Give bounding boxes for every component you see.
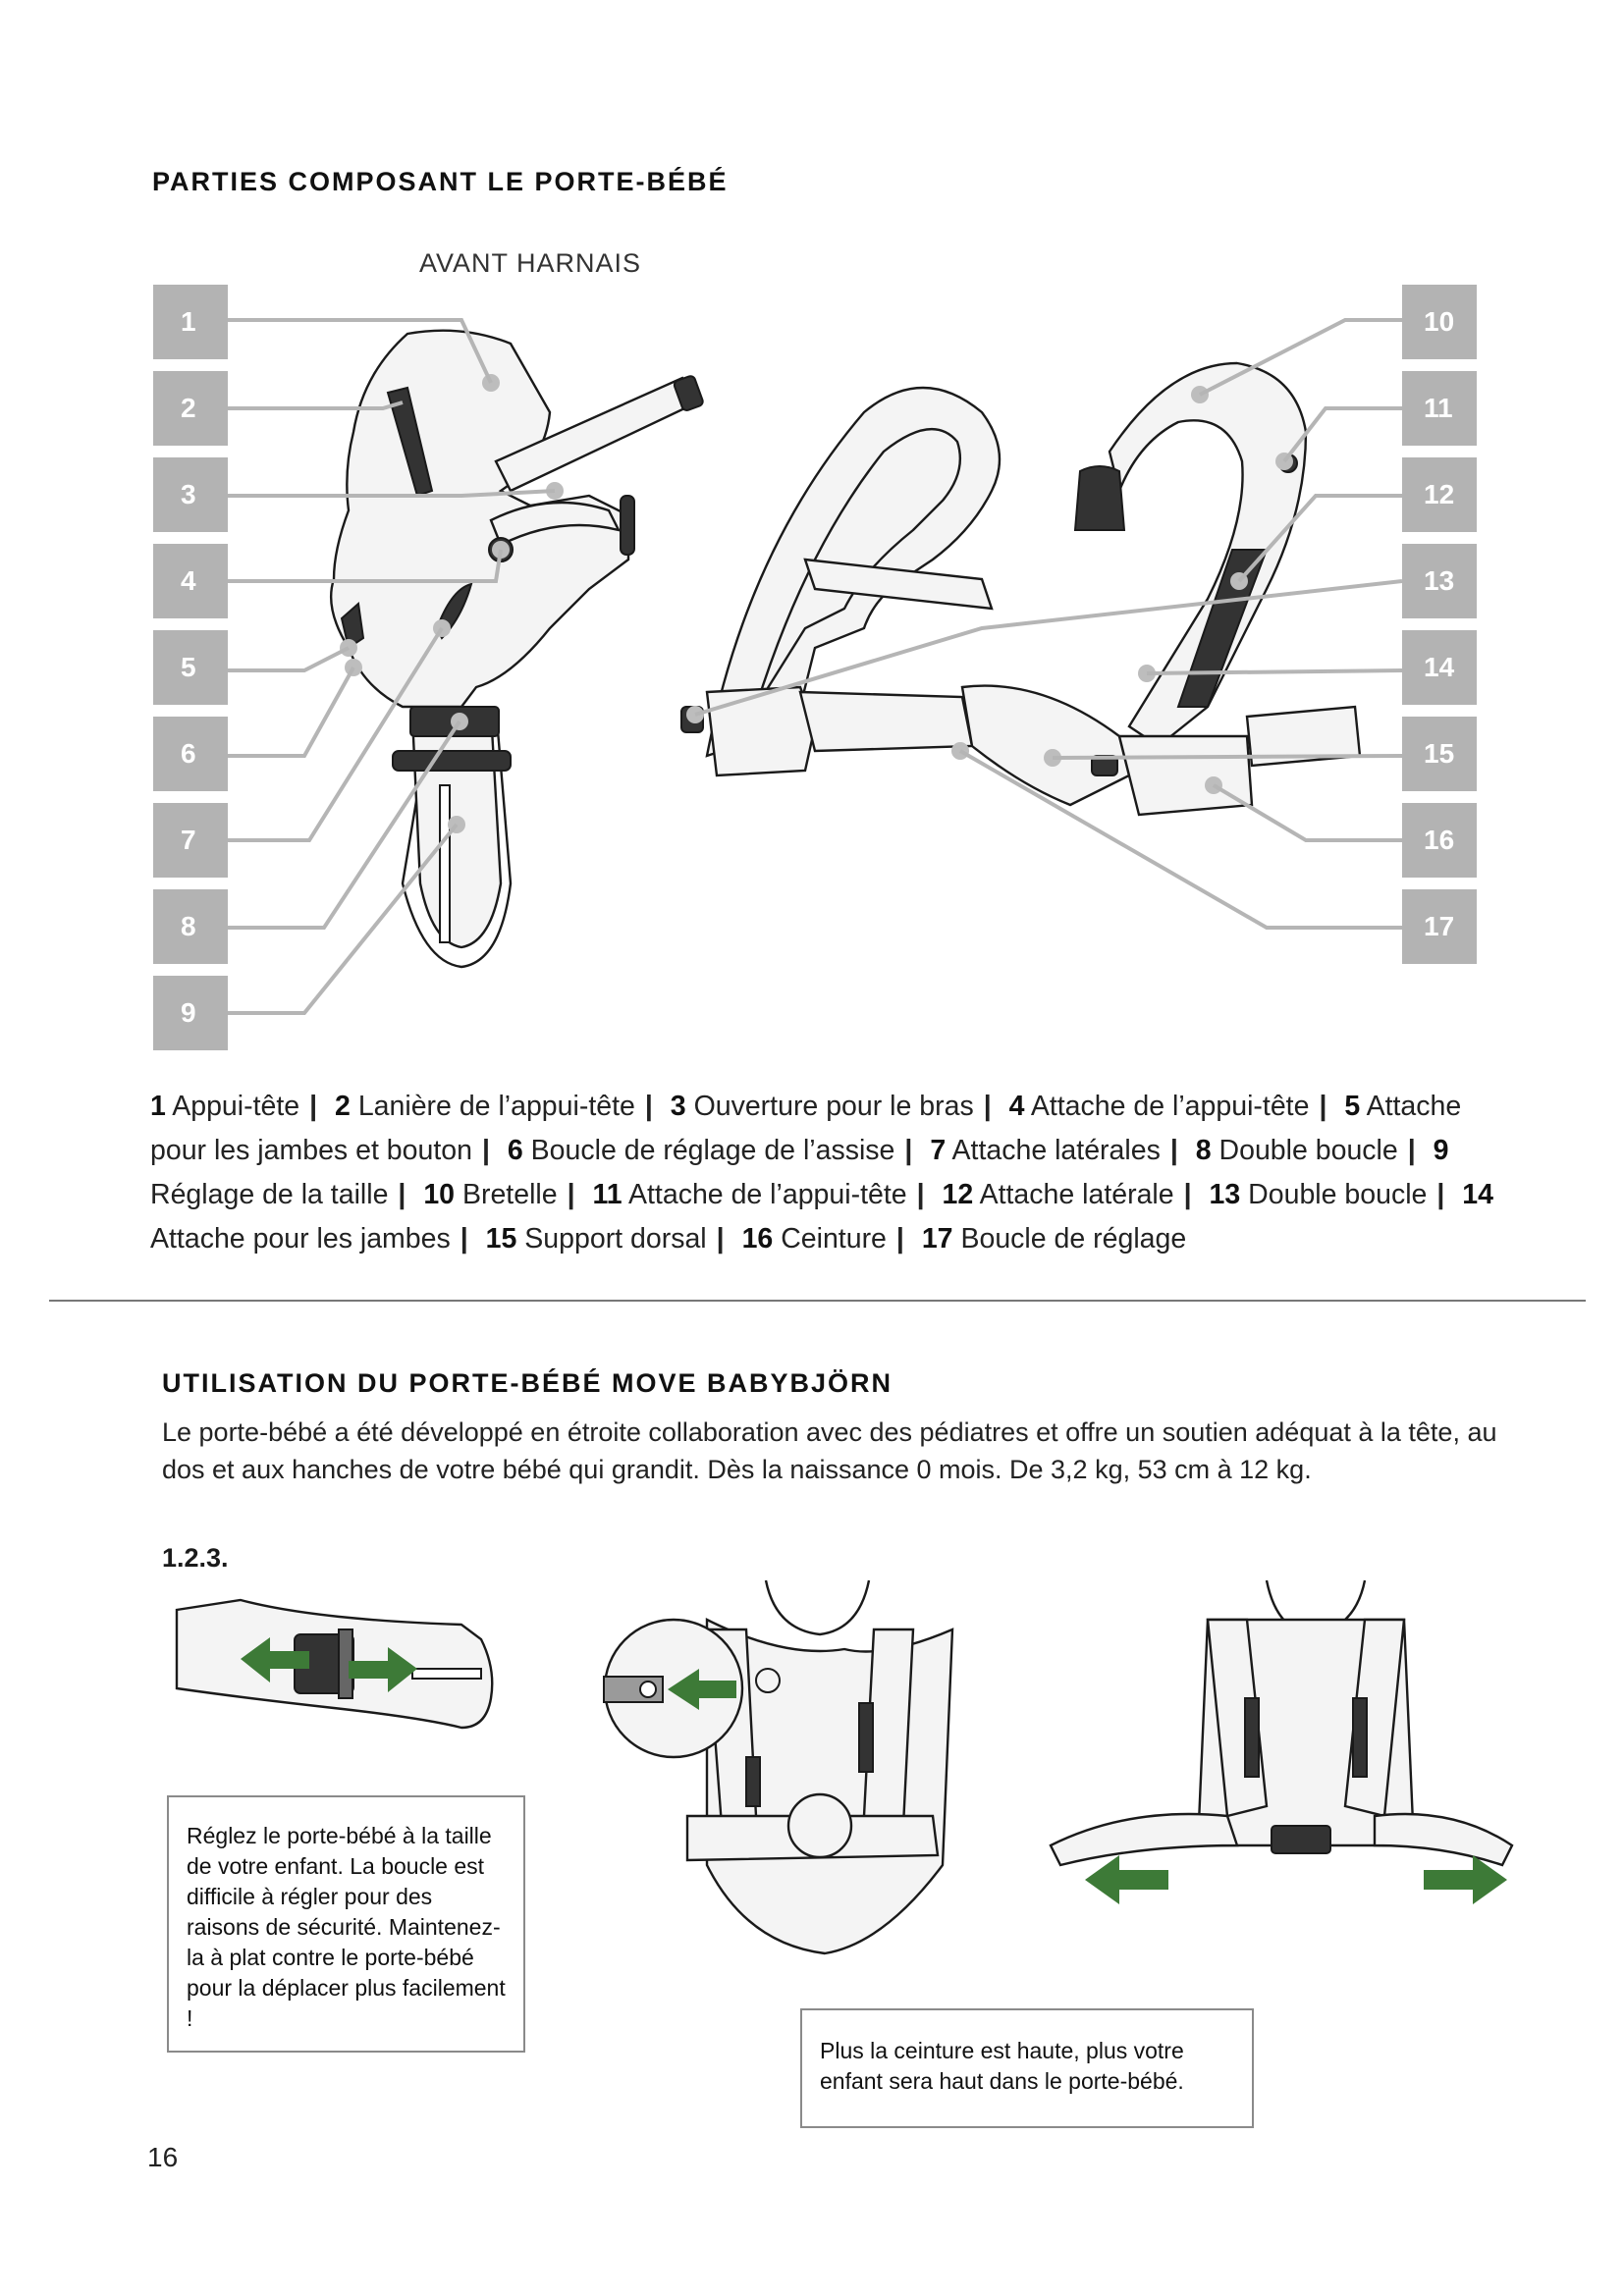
legend-item: 8 Double boucle	[1195, 1135, 1398, 1166]
part-number-5: 5	[153, 630, 228, 705]
part-number-4: 4	[153, 544, 228, 618]
legend-item: 6 Boucle de réglage de l’assise	[507, 1135, 895, 1166]
belt-height-note: Plus la ceinture est haute, plus votre enfant sera haut dans le porte-bébé.	[800, 2008, 1254, 2128]
step-number: 1.2.3.	[162, 1543, 229, 1573]
part-number-10: 10	[1402, 285, 1477, 359]
diagram-subtitle: AVANT HARNAIS	[419, 248, 642, 278]
part-number-2: 2	[153, 371, 228, 446]
legend-item: 10 Bretelle	[423, 1179, 558, 1210]
legend-item: 4 Attache de l’appui-tête	[1008, 1091, 1310, 1122]
section-title-usage: UTILISATION DU PORTE-BÉBÉ MOVE BABYBJÖRN	[162, 1368, 893, 1398]
part-number-11: 11	[1402, 371, 1477, 446]
legend-item: 7 Attache latérales	[930, 1135, 1161, 1166]
belt-pull-illustration	[1051, 1580, 1512, 1904]
legend-item: 17 Boucle de réglage	[921, 1223, 1187, 1255]
part-number-16: 16	[1402, 803, 1477, 878]
legend-item: 12 Attache latérale	[942, 1179, 1174, 1210]
part-number-17: 17	[1402, 889, 1477, 964]
legend-item: 5 Attache pour les jambes et bouton	[150, 1091, 1462, 1166]
legend-item: 9 Réglage de la taille	[150, 1135, 1449, 1210]
part-number-8: 8	[153, 889, 228, 964]
part-number-9: 9	[153, 976, 228, 1050]
part-number-12: 12	[1402, 457, 1477, 532]
legend-item: 11 Attache de l’appui-tête	[592, 1179, 907, 1210]
part-number-7: 7	[153, 803, 228, 878]
legend-item: 1 Appui-tête	[150, 1091, 300, 1122]
part-number-3: 3	[153, 457, 228, 532]
legend-item: 14 Attache pour les jambes	[150, 1179, 1493, 1255]
legend-item: 13 Double boucle	[1209, 1179, 1428, 1210]
belt-fasten-illustration	[604, 1580, 952, 1953]
adjust-note: Réglez le porte-bébé à la taille de votre enfant. La boucle est difficile à régler pour des raisons de sécurité. Maintenez-la à plat contre le porte-bébé pour la déplacer plus facilement !	[167, 1795, 525, 2053]
part-number-15: 15	[1402, 717, 1477, 791]
legend-item: 16 Ceinture	[741, 1223, 887, 1255]
page-number: 16	[147, 2142, 179, 2172]
part-number-14: 14	[1402, 630, 1477, 705]
legend-item: 15 Support dorsal	[485, 1223, 707, 1255]
section-title-parts: PARTIES COMPOSANT LE PORTE-BÉBÉ	[152, 167, 729, 196]
legend-item: 2 Lanière de l’appui-tête	[335, 1091, 635, 1122]
part-number-13: 13	[1402, 544, 1477, 618]
usage-intro: Le porte-bébé a été développé en étroite collaboration avec des pédiatres et offre un soutien adéquat à la tête, au dos et aux hanches de votre bébé qui grandit. Dès la naissance 0 mois. De 3,2 kg, 53 cm à 12 kg.	[162, 1417, 1497, 1484]
part-number-1: 1	[153, 285, 228, 359]
parts-legend: 1 Appui-tête | 2 Lanière de l’appui-tête | 3 Ouverture pour le bras | 4 Attache de l’appui-tête | 5 Attache pour les jambes et bouton | 6 Boucle de réglage de l’assise | 7 Attache latérales | 8 Double boucle | 9 Réglage de la taille | 10 Bretelle | 11 Attache de l’appui-tête | 12 Attache latérale | 13 Double boucle | 14 Attache pour les jambes | 15 Support dorsal | 16 Ceinture | 17 Boucle de réglage	[150, 1091, 1493, 1255]
buckle-adjust-illustration	[177, 1600, 492, 1728]
part-number-6: 6	[153, 717, 228, 791]
legend-item: 3 Ouverture pour le bras	[670, 1091, 974, 1122]
